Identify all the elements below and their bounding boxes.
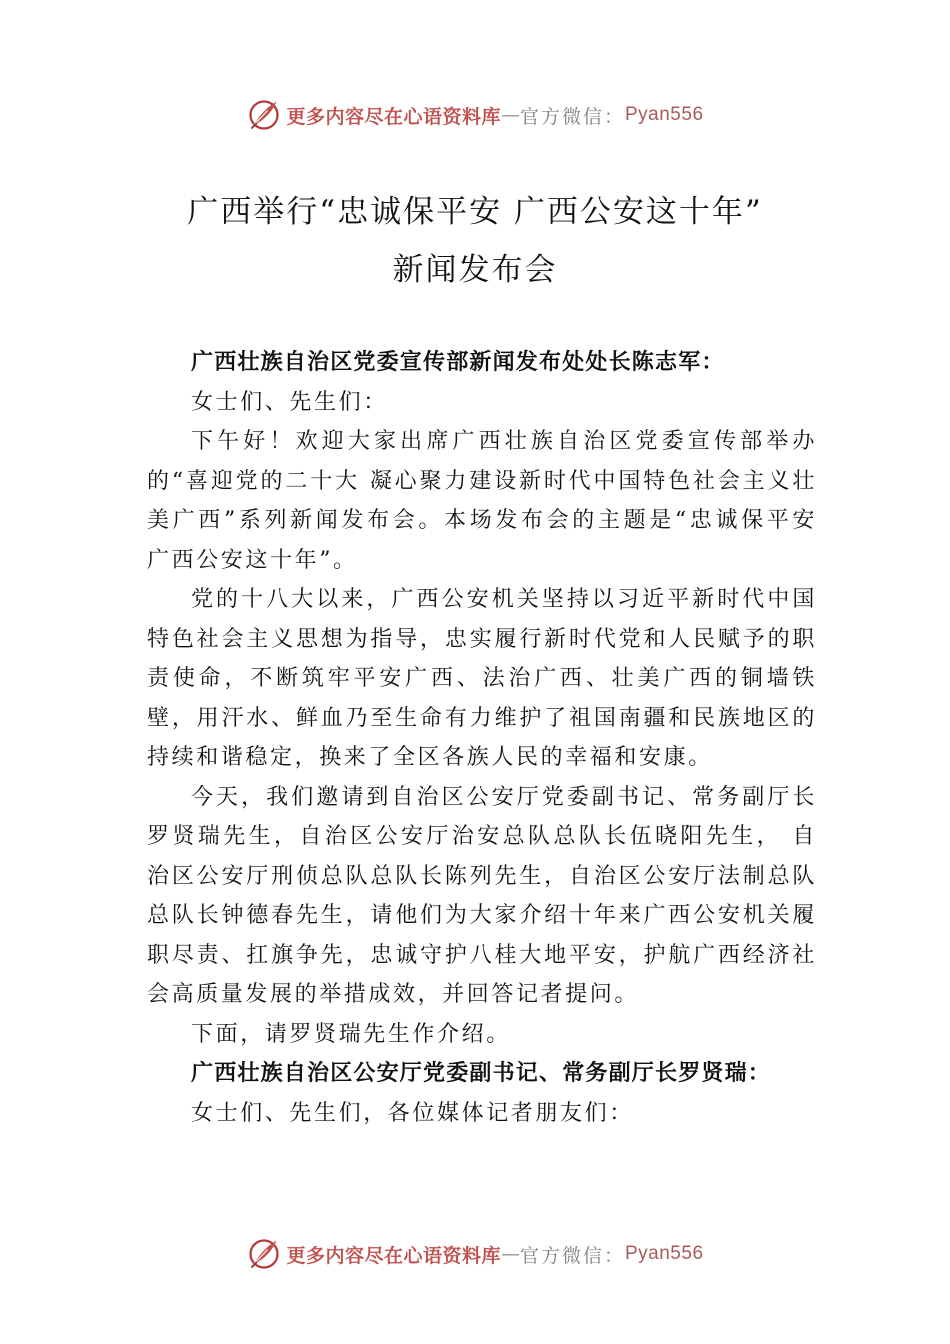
paragraph-introduction: 下面，请罗贤瑞先生作介绍。 <box>191 1021 511 1047</box>
speaker-heading-luo: 广西壮族自治区公安厅党委副书记、常务副厅长罗贤瑞： <box>191 1060 772 1086</box>
banner-main-text: 更多内容尽在心语资料库 <box>286 105 501 128</box>
banner-wechat-label: 官方微信： <box>519 105 625 128</box>
banner-wechat-id: Pyan556 <box>625 104 704 125</box>
document-title <box>0 183 950 299</box>
footer-banner <box>0 1234 950 1274</box>
paragraph-greeting-2: 女士们、先生们，各位媒体记者朋友们： <box>191 1100 634 1126</box>
paragraph-welcome: 下午好！欢迎大家出席广西壮族自治区党委宣传部举办的“喜迎党的二十大 凝心聚力建设新时代中国特色社会主义壮美广西”系列新闻发布会。本场发布会的主题是“忠诚保平安 广西公安这十年”。 <box>147 429 817 573</box>
speaker-heading-chen: 广西壮族自治区党委宣传部新闻发布处处长陈志军： <box>191 349 725 375</box>
header-banner <box>0 95 950 135</box>
banner-dash: — <box>500 104 520 126</box>
title-line-2: 新闻发布会 <box>392 252 558 288</box>
banner-wechat-id: Pyan556 <box>625 1243 704 1264</box>
banner-dash: — <box>500 1243 520 1265</box>
paragraph-achievements: 党的十八大以来，广西公安机关坚持以习近平新时代中国特色社会主义思想为指导，忠实履行新时代党和人民赋予的职责使命，不断筑牢平安广西、法治广西、壮美广西的铜墙铁壁，用汗水、鲜血乃至生命有力维护了祖国南疆和民族地区的持续和谐稳定，换来了全区各族人民的幸福和安康。 <box>147 587 817 770</box>
banner-main-text: 更多内容尽在心语资料库 <box>286 1244 501 1267</box>
document-body <box>147 343 817 1133</box>
title-line-1: 广西举行“忠诚保平安 广西公安这十年” <box>187 194 763 230</box>
quill-pen-logo-icon <box>246 97 282 133</box>
paragraph-guests: 今天，我们邀请到自治区公安厅党委副书记、常务副厅长罗贤瑞先生，自治区公安厅治安总队总队长伍晓阳先生， 自治区公安厅刑侦总队总队长陈列先生，自治区公安厅法制总队总队长钟德春先生，请他们为大家介绍十年来广西公安机关履职尽责、扛旗争先，忠诚守护八桂大地平安，护航广西经济社会高质量发展的举措成效，并回答记者提问。 <box>147 784 817 1007</box>
banner-wechat-label: 官方微信： <box>519 1244 625 1267</box>
paragraph-greeting: 女士们、先生们： <box>191 389 388 415</box>
quill-pen-logo-icon <box>246 1236 282 1272</box>
